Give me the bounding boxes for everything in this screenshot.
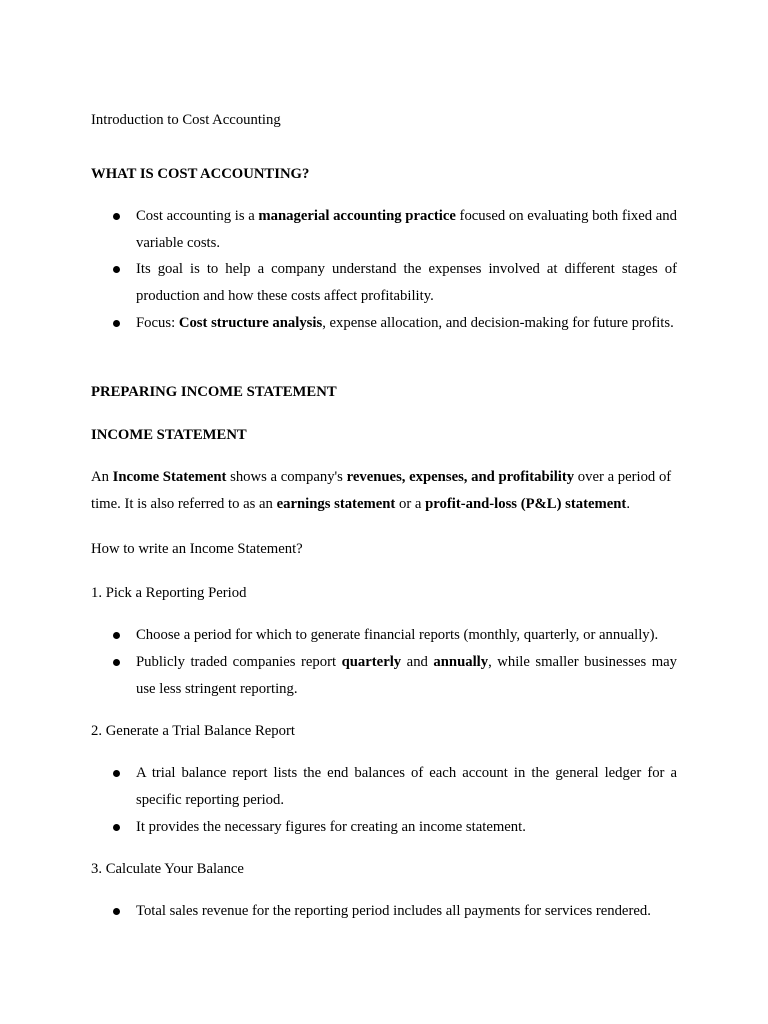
bullet-text	[136, 649, 677, 703]
para-bold: earnings statement	[276, 496, 396, 512]
bullet-text-part: and	[401, 654, 434, 670]
bullet-text-part: Publicly traded companies report	[136, 654, 342, 670]
bullet-icon	[113, 632, 120, 639]
bullet-icon	[113, 824, 120, 831]
bullet-icon	[113, 320, 120, 327]
income-statement-paragraph	[91, 464, 678, 518]
bullet-text-part: , expense allocation, and decision-making for future profits.	[322, 315, 674, 331]
heading-preparing-income-statement: PREPARING INCOME STATEMENT	[91, 384, 337, 400]
para-text: shows a company's	[226, 469, 347, 485]
para-text: .	[626, 496, 631, 512]
para-bold: revenues, expenses, and profitability	[346, 469, 575, 485]
bullet-text-bold: annually	[433, 654, 489, 670]
bullet-text: Total sales revenue for the reporting period includes all payments for services rendered.	[136, 903, 651, 919]
para-text: over a period of time. It is also referred to as an	[91, 469, 672, 512]
bullet-text: Choose a period for which to generate financial reports (monthly, quarterly, or annually).	[136, 627, 659, 643]
step-3-heading: 3. Calculate Your Balance	[91, 861, 244, 877]
para-text: or a	[395, 496, 426, 512]
document-title: Introduction to Cost Accounting	[91, 112, 281, 128]
bullet-icon	[113, 266, 120, 273]
bullet-icon	[113, 770, 120, 777]
bullet-text-part: , while smaller businesses may use less stringent reporting.	[136, 654, 677, 697]
bullet-text: A trial balance report lists the end balances of each account in the general ledger for a specific reporting period.	[136, 765, 677, 808]
bullet-text-part: Cost accounting is a	[136, 208, 259, 224]
bullet-text-part: focused on evaluating both fixed and variable costs.	[136, 208, 677, 251]
how-to-heading: How to write an Income Statement?	[91, 541, 303, 557]
para-bold: profit-and-loss (P&L) statement	[425, 496, 627, 512]
heading-what-is-cost-accounting: WHAT IS COST ACCOUNTING?	[91, 166, 310, 182]
bullet-icon	[113, 213, 120, 220]
bullet-text	[136, 310, 677, 337]
step-1-heading: 1. Pick a Reporting Period	[91, 585, 247, 601]
bullet-text: It provides the necessary figures for creating an income statement.	[136, 819, 526, 835]
bullet-text-bold: managerial accounting practice	[258, 208, 456, 224]
bullet-text	[136, 203, 677, 257]
para-bold: Income Statement	[112, 469, 227, 485]
bullet-icon	[113, 908, 120, 915]
step-2-heading: 2. Generate a Trial Balance Report	[91, 723, 295, 739]
bullet-text-bold: quarterly	[341, 654, 402, 670]
bullet-text-part: Focus:	[136, 315, 179, 331]
heading-income-statement: INCOME STATEMENT	[91, 427, 247, 443]
bullet-icon	[113, 659, 120, 666]
bullet-text: Its goal is to help a company understand the expenses involved at different stages of production and how these costs affect profitability.	[136, 261, 677, 304]
bullet-text-bold: Cost structure analysis	[178, 315, 323, 331]
para-text: An	[91, 469, 113, 485]
